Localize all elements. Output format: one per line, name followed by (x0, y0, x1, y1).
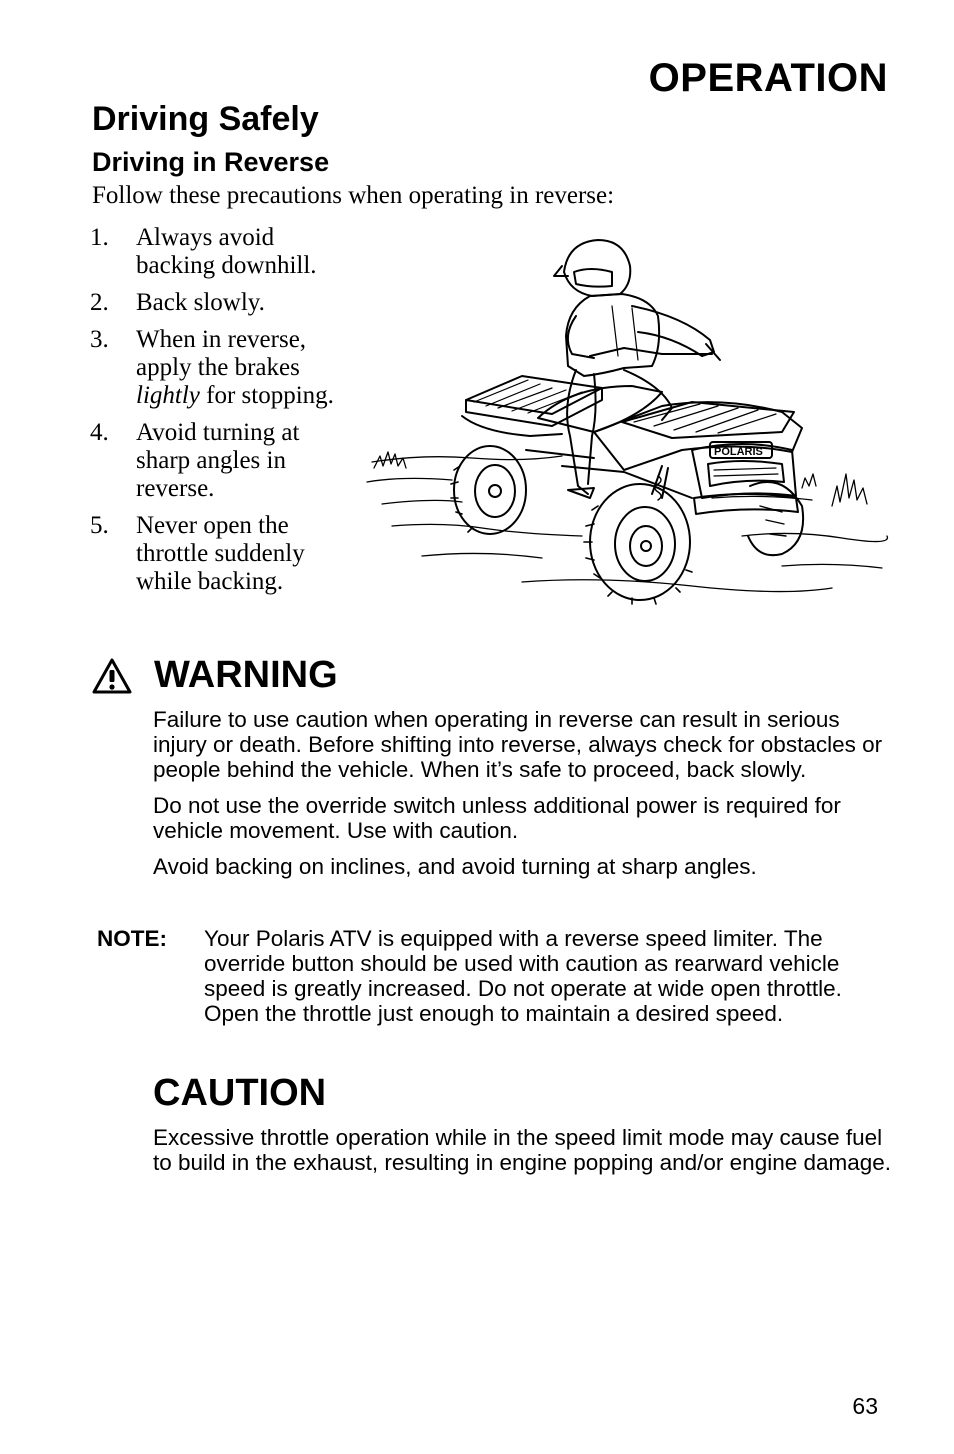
subheading: Driving in Reverse (92, 147, 330, 177)
list-item-text: Avoid turning at sharp angles in reverse. (136, 419, 300, 502)
list-item (90, 224, 350, 280)
brand-label: POLARIS (714, 446, 763, 458)
list-item (90, 326, 350, 410)
list-item-number: 4. (90, 419, 109, 446)
warning-body (153, 707, 898, 890)
atv-body (462, 376, 802, 514)
list-item-number: 5. (90, 512, 109, 539)
page-number: 63 (852, 1393, 878, 1419)
rider (554, 240, 720, 498)
caution-label: CAUTION (153, 1072, 327, 1114)
list-item-text (136, 326, 350, 410)
warning-label: WARNING (154, 654, 338, 696)
list-item-number: 1. (90, 224, 109, 251)
list-item-text-start: When in reverse, apply the brakes (136, 326, 307, 381)
warning-paragraph: Avoid backing on inclines, and avoid turning at sharp angles. (153, 854, 757, 879)
section-title: OPERATION (648, 56, 888, 100)
note-label: NOTE: (97, 926, 167, 951)
warning-paragraph: Do not use the override switch unless additional power is required for vehicle movement. Use with caution. (153, 793, 841, 843)
warning-paragraph: Failure to use caution when operating in reverse can result in serious injury or death. Before shifting into reverse, always check for obstacles or people behind the vehicle. When it’s safe to proceed, back slowly. (153, 707, 883, 782)
warning-triangle-icon (92, 658, 132, 694)
list-item-text: Never open the throttle suddenly while backing. (136, 512, 305, 595)
note-block (97, 926, 897, 1026)
list-item (90, 419, 350, 503)
list-item (90, 289, 350, 317)
caution-text: Excessive throttle operation while in the speed limit mode may cause fuel to build in the exhaust, resulting in engine popping and/or engine damage. (153, 1125, 892, 1175)
list-item-text: Always avoid backing downhill. (136, 224, 317, 279)
atv-reversing-illustration (362, 236, 892, 612)
precautions-list (90, 224, 350, 605)
list-item (90, 512, 350, 596)
list-item-text-end: for stopping. (199, 382, 334, 409)
list-item-number: 3. (90, 326, 109, 353)
list-item-number: 2. (90, 289, 109, 316)
warning-header (92, 654, 338, 697)
list-item-text: Back slowly. (136, 289, 265, 316)
page-heading: Driving Safely (92, 100, 319, 138)
intro-text: Follow these precautions when operating in reverse: (92, 182, 615, 209)
wheel-front (584, 484, 692, 604)
note-text: Your Polaris ATV is equipped with a reverse speed limiter. The override button should be used with caution as rearward vehicle speed is greatly increased. Do not operate at wide open throttle. Open the throttle just enough to maintain a desired speed. (204, 926, 842, 1026)
emphasis-text: lightly (136, 382, 200, 409)
